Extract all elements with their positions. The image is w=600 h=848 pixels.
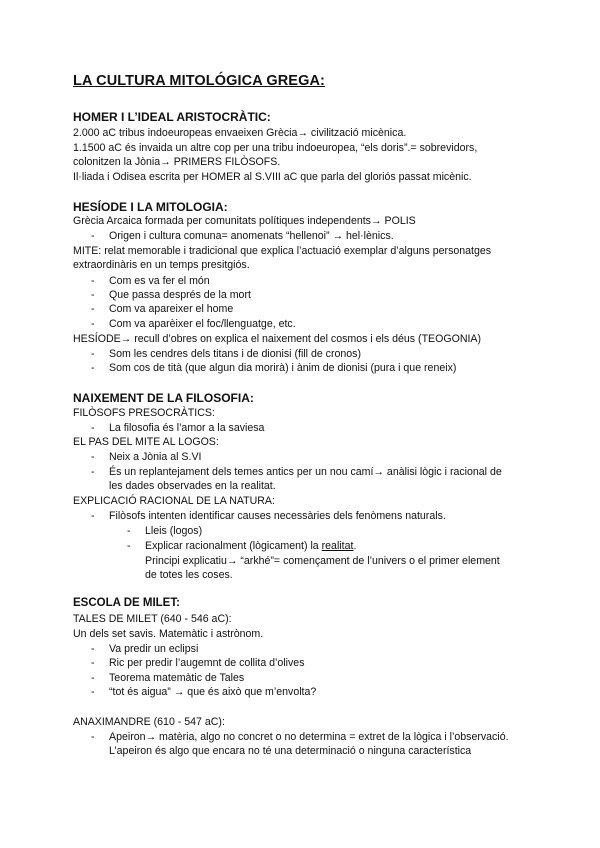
bullet-dash: - [91,451,95,463]
text-line: MITE: relat memorable i tradicional que explica l’actuació exemplar d’alguns personatges [73,245,492,257]
text-line: Grècia Arcaica formada per comunitats polítiques independents→ POLIS [73,215,416,227]
page-title: LA CULTURA MITOLÓGICA GREGA: [73,73,325,89]
sub-list-item [145,540,356,553]
text-line: Un dels set savis. Matemàtic i astrònom. [73,628,264,640]
sub-list-item-continued: de totes les coses. [145,569,233,581]
bullet-dash: - [91,643,95,655]
list-item: Teorema matemàtic de Tales [109,672,245,684]
list-item: Apeiron→ matèria, algo no concret o no determina = extret de la lògica i l’observació. [109,731,509,743]
bullet-dash: - [91,230,95,242]
text-line: Il·liada i Odisea escrita per HOMER al S.VIII aC que parla del gloriós passat micènic. [73,171,472,183]
list-item: Ric per predir l’augemnt de collita d’olives [109,657,305,669]
list-item: Com va aparèixer el foc/llenguatge, etc. [109,318,296,330]
bullet-dash: - [91,348,95,360]
list-item: És un replantejament dels temes antics per un nou camí→ anàlisi lògic i racional de [109,466,502,478]
list-item: Som cos de tità (que algun dia morirà) i ànim de dionisi (pura i que reneix) [109,362,457,374]
bullet-dash: - [91,466,95,478]
list-item: Som les cendres dels titans i de dionisi (fill de cronos) [109,348,362,360]
text-run: Explicar racionalment (lògicament) la [145,540,322,552]
bullet-dash: - [91,657,95,669]
underlined-word: realitat [321,540,354,552]
text-line: colonitzen la Jònia→ PRIMERS FILÒSOFS. [73,156,281,168]
list-item: Origen i cultura comuna= anomenats “hellenoi” → hel·lènics. [109,230,394,242]
bullet-dash: - [91,686,95,698]
bullet-dash: - [91,672,95,684]
sub-list-item: Lleis (logos) [145,525,203,537]
text-line: HESÍODE→ recull d’obres on explica el naixement del cosmos i els déus (TEOGONIA) [73,333,482,345]
text-run: . [353,540,357,552]
subheading: EL PAS DEL MITE AL LOGOS: [73,436,219,448]
list-item: Va predir un eclipsi [109,643,199,655]
bullet-dash: - [91,510,95,522]
list-item-continued: L’apeiron és algo que encara no té una determinació o ninguna característica [109,745,472,757]
list-item: Com es va fer el món [109,275,210,287]
list-item-continued: les dades observades en la realitat. [109,480,276,492]
bullet-dash: - [127,525,131,537]
bullet-dash: - [127,540,131,552]
bullet-dash: - [91,318,95,330]
list-item: Filòsofs intenten identificar causes necessàries dels fenòmens naturals. [109,510,446,522]
list-item: “tot és aigua” → que és això que m’envolta? [109,686,317,698]
list-item: Que passa després de la mort [109,289,251,301]
subheading: ANAXIMANDRE (610 - 547 aC): [73,716,225,728]
list-item: La filosofia és l’amor a la saviesa [109,422,265,434]
heading-hesiode: HESÍODE I LA MITOLOGIA: [73,200,228,214]
bullet-dash: - [91,275,95,287]
subheading: EXPLICACIÓ RACIONAL DE LA NATURA: [73,495,275,507]
text-line: 1.1500 aC és invaida un altre cop per una tribu indoeuropea, “els doris”.= sobrevidors, [73,142,478,154]
subheading: FILÒSOFS PRESOCRÀTICS: [73,407,215,419]
list-item: Neix a Jònia al S.VI [109,451,202,463]
list-item: Com va apareixer el home [109,303,234,315]
bullet-dash: - [91,731,95,743]
bullet-dash: - [91,289,95,301]
bullet-dash: - [91,362,95,374]
text-line: 2.000 aC tribus indoeuropeas envaeixen Grècia→ civilització micènica. [73,127,407,139]
heading-homer: HOMER I L’IDEAL ARISTOCRÀTIC: [73,110,271,124]
subheading: TALES DE MILET (640 - 546 aC): [73,613,232,625]
heading-filosofia: NAIXEMENT DE LA FILOSOFIA: [73,391,254,405]
bullet-dash: - [91,422,95,434]
bullet-dash: - [91,303,95,315]
text-line: extraordinàris en un temps presitgiós. [73,259,250,271]
heading-milet: ESCOLA DE MILET: [73,597,180,609]
sub-list-item-continued: Principi explicatiu→ “arkhé”= començament de l’univers o el primer element [145,555,500,567]
